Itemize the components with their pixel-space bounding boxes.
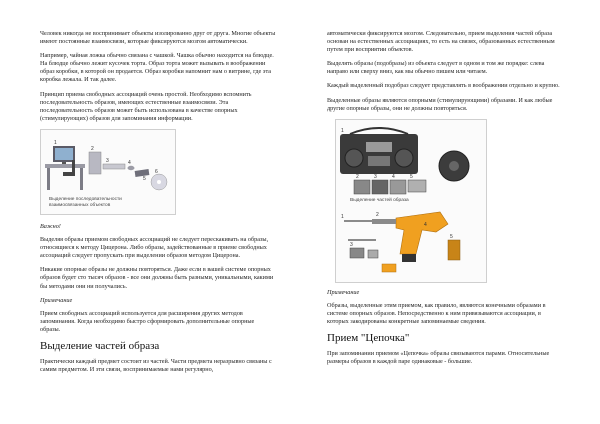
svg-text:1: 1 bbox=[54, 139, 57, 146]
paragraph: Принцип приема свободных ассоциаций очень простой. Необходимо вспомнить последовательность образов, имеющих естественные взаимосвязи. Эта последовательность образов может быть использована в качестве опорных (стимулирующих) образов для запоминания информации. bbox=[40, 90, 252, 122]
figure-caption: Выделение частей образа bbox=[350, 197, 409, 203]
right-page bbox=[327, 30, 563, 372]
svg-text:2: 2 bbox=[356, 173, 359, 180]
section-heading: Прием "Цепочка" bbox=[327, 332, 410, 345]
svg-text:3: 3 bbox=[350, 241, 353, 248]
paragraph: Выделенные образы являются опорными (стимулирующими) образами. И как любые другие опорные образы, они не должны повторяться. bbox=[327, 96, 553, 112]
svg-text:6: 6 bbox=[155, 168, 158, 175]
note-label: Примечание bbox=[40, 296, 73, 304]
svg-text:4: 4 bbox=[424, 221, 427, 228]
paragraph: Выделять образы (подобразы) из объекта следует в одном и том же порядке: слева направо или сверху вниз, как мы обычно пишем или читаем. bbox=[327, 60, 545, 76]
paragraph: Практически каждый предмет состоит из частей. Части предмета неразрывно связаны с самим предметом. И эти связи, воспринимаемые нами регулярно, bbox=[40, 357, 272, 374]
svg-text:5: 5 bbox=[143, 175, 146, 182]
paragraph: Выделяя образы приемом свободных ассоциаций не следует перескакивать на образы, относящиеся к методу Цицерона. Либо образы, задействованные в приеме свободных ассоциаций следует пропускать при выделении образов методом Цицерона. bbox=[40, 236, 269, 260]
svg-text:1: 1 bbox=[341, 213, 344, 220]
left-page bbox=[40, 30, 276, 380]
figure-caption: Выделение последовательности взаимосвязанных объектов bbox=[49, 196, 122, 208]
svg-text:2: 2 bbox=[376, 211, 379, 218]
paragraph: Человек никогда не воспринимает объекты изолированно друг от друга. Многие объекты имеют постоянные взаимосвязи, которые фиксируются мозгом автоматически. bbox=[40, 30, 276, 46]
svg-text:5: 5 bbox=[410, 173, 413, 180]
svg-text:3: 3 bbox=[374, 173, 377, 180]
svg-text:4: 4 bbox=[128, 159, 131, 166]
paragraph: Никакие опорные образы не должны повторяться. Даже если в вашей системе опорных образов будет сто тысяч образов - все они должны быть разными, уникальными, какими бы методами они ни получались. bbox=[40, 266, 274, 290]
paragraph: Каждый выделенный подобраз следует представлять в воображении отдельно и крупно. bbox=[327, 82, 560, 90]
figure-image-parts bbox=[335, 119, 487, 283]
paragraph: Прием свободных ассоциаций используется для расширения других методов запоминания. Когда необходимо быстро сформировать дополнительные опорные образы. bbox=[40, 309, 255, 333]
svg-text:4: 4 bbox=[392, 173, 395, 180]
svg-text:5: 5 bbox=[450, 233, 453, 240]
paragraph: автоматически фиксируются мозгом. Следовательно, прием выделения частей образа основан на естественных ассоциациях, то есть на связях, образованных естественным путем при восприятии объектов. bbox=[327, 30, 555, 54]
paragraph: При запоминании приемом «Цепочка» образы связываются парами. Относительные размеры образов в каждой паре одинаковые - большие. bbox=[327, 350, 550, 366]
paragraph: Например, чайная ложка обычно связана с чашкой. Чашка обычно находится на блюдце. На блюдце обычно лежит кусочек торта. Образ торта может вызывать в воображении образ коробки, в которой он продается. Образ коробки напомнит нам о витрине, где эта коробка лежала. И так далее. bbox=[40, 52, 274, 84]
svg-text:2: 2 bbox=[91, 145, 94, 152]
important-label: Важно! bbox=[40, 222, 61, 230]
svg-text:3: 3 bbox=[106, 157, 109, 164]
note-label: Примечание bbox=[327, 288, 360, 296]
paragraph: Образы, выделенные этим приемом, как правило, являются конечными образами в системе опорных образов. Непосредственно к ним привязываются ассоциации, в которых закодированы конкретные запоминаемые сведения. bbox=[327, 301, 546, 326]
section-heading: Выделение частей образа bbox=[40, 339, 160, 352]
svg-text:1: 1 bbox=[341, 127, 344, 134]
figure-associated-objects bbox=[40, 129, 176, 215]
